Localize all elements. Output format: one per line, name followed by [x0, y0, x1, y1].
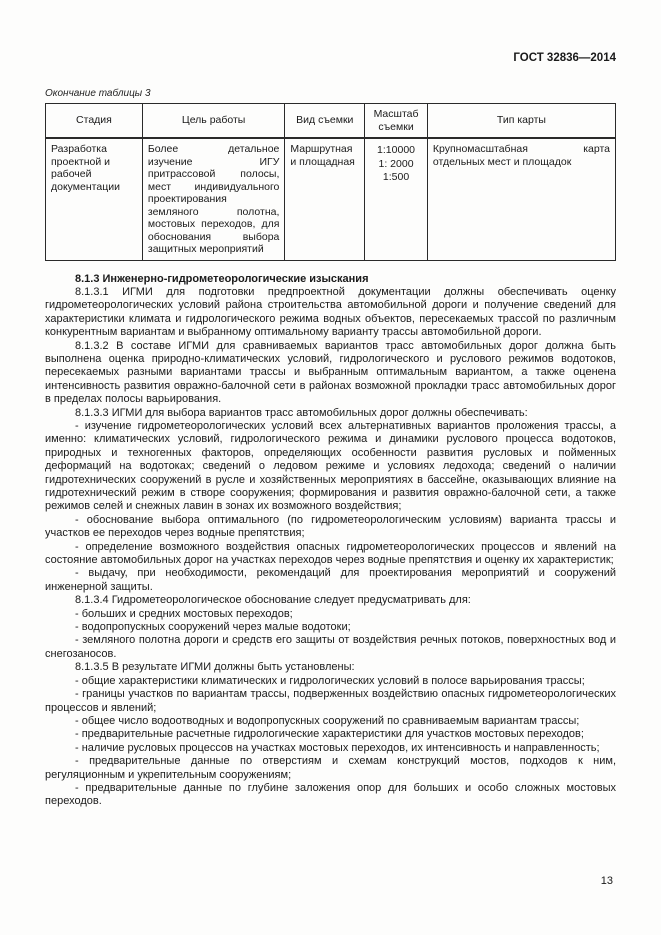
- cell-survey-type: Маршрутная и площадная: [285, 138, 365, 260]
- list-item: - общее число водоотводных и водопропускных сооружений по сравниваемым вариантам трассы;: [75, 714, 580, 727]
- col-header-map-type: Тип карты: [427, 104, 615, 139]
- col-header-stage: Стадия: [46, 104, 143, 139]
- scale-value: 1:10000: [377, 144, 416, 156]
- page-number: 13: [600, 875, 613, 887]
- col-header-scale: Масштаб съемки: [365, 104, 428, 139]
- table-header-row: [46, 104, 616, 139]
- list-item: - наличие русловых процессов на участках мостовых переходов, их интенсивность и направленность;: [75, 741, 600, 754]
- list-item: - предварительные данные по глубине заложения опор для больших и особо сложных мостовых переходов.: [45, 781, 616, 808]
- col-header-survey-type: Вид съемки: [285, 104, 365, 139]
- list-item: - изучение гидрометеорологических условий всех альтернативных вариантов проложения трассы, а именно: климатических условий, гидрологического режима и динамики руслового процесса водотоков, природных и техногенных факторов, определяющих особенности развития русловых и пойменных деформаций на водотоках; сведений о ледовом режиме и условиях ледохода; сведений о наличии гидротехнических сооружений в русле и хозяйственных мероприятиях в бассейне, оказывающих влияние на гидротехнический режим в створе сооружения; формирования и развития овражно-балочной сети, а также режимов селей и снежных лавин в зонах их возможного воздействия;: [45, 419, 616, 513]
- paragraph: 8.1.3.4 Гидрометеорологическое обоснование следует предусматривать для:: [75, 594, 471, 607]
- table-header: [46, 104, 616, 139]
- table-row: [46, 138, 616, 260]
- list-item: - обоснование выбора оптимального (по гидрометеорологическим условиям) варианта трассы и участков ее переходов через водные препятствия;: [45, 513, 616, 540]
- list-item: - водопропускных сооружений через малые водотоки;: [75, 621, 351, 634]
- list-item: - общие характеристики климатических и гидрологических условий в полосе варьирования трассы;: [75, 674, 585, 687]
- list-item: - предварительные данные по отверстиям и схемам конструкций мостов, подходов к ним, регуляционным и укрепительным сооружениям;: [45, 755, 616, 781]
- table-caption: Окончание таблицы 3: [45, 88, 151, 99]
- paragraph: 8.1.3.1 ИГМИ для подготовки предпроектной документации должны обеспечивать оценку гидрометеорологических условий района строительства автомобильной дороги и получение сведений для характеристики климата и гидрологического режима водных объектов, пересекаемых трассой по различным конкурентным вариантам и выбранному оптимальному варианту трассы автомобильной дороги.: [45, 285, 616, 339]
- paragraph: 8.1.3.5 В результате ИГМИ должны быть установлены:: [75, 661, 355, 674]
- list-item: - земляного полотна дороги и средств его защиты от воздействия речных потоков, поверхностных вод и снегозаносов.: [45, 634, 616, 660]
- cell-purpose: Более детальное изучение ИГУ притрассовой полосы, мест индивидуального проектирования земляного полотна, мостовых переходов, для обоснования выбора защитных мероприятий: [142, 138, 285, 260]
- section-heading: 8.1.3 Инженерно-гидрометеорологические изыскания: [75, 272, 369, 285]
- col-header-purpose: Цель работы: [142, 104, 285, 139]
- paragraph: 8.1.3.3 ИГМИ для выбора вариантов трасс автомобильных дорог должны обеспечивать:: [75, 406, 528, 419]
- scale-value: 1:500: [382, 171, 410, 183]
- document-code: ГОСТ 32836—2014: [513, 52, 616, 64]
- cell-stage: Разработка проектной и рабочей документации: [46, 138, 143, 260]
- body-text: [45, 273, 616, 809]
- cell-map-type: Крупномасштабная карта отдельных мест и площадок: [427, 138, 615, 260]
- scale-value: 1: 2000: [378, 157, 414, 170]
- list-item: - больших и средних мостовых переходов;: [75, 607, 293, 620]
- list-item: - определение возможного воздействия опасных гидрометеорологических процессов и явлений на состояние автомобильных дорог на участках переходов через водные препятствия и оценку их характеристик;: [45, 540, 616, 567]
- list-item: - границы участков по вариантам трассы, подверженных воздействию опасных гидрометеорологических процессов и явлений;: [45, 688, 616, 714]
- table-3-continuation: [45, 103, 616, 261]
- paragraph: 8.1.3.2 В составе ИГМИ для сравниваемых вариантов трасс автомобильных дорог должна быть выполнена оценка природно-климатических условий, гидрологического и руслового режимов водотоков, пересекаемых разными вариантами трассы и выбранным оптимальным вариантом, а также оценена интенсивность развития овражно-балочной сети в районах возможной прокладки трасс автомобильных дорог в пределах полосы варьирования.: [45, 339, 616, 406]
- table-body: [46, 138, 616, 260]
- list-item: - выдачу, при необходимости, рекомендаций для проектирования мероприятий и сооружений инженерной защиты.: [45, 567, 616, 593]
- cell-scales: [365, 138, 428, 260]
- list-item: - предварительные расчетные гидрологические характеристики для участков мостовых переходов;: [75, 728, 584, 741]
